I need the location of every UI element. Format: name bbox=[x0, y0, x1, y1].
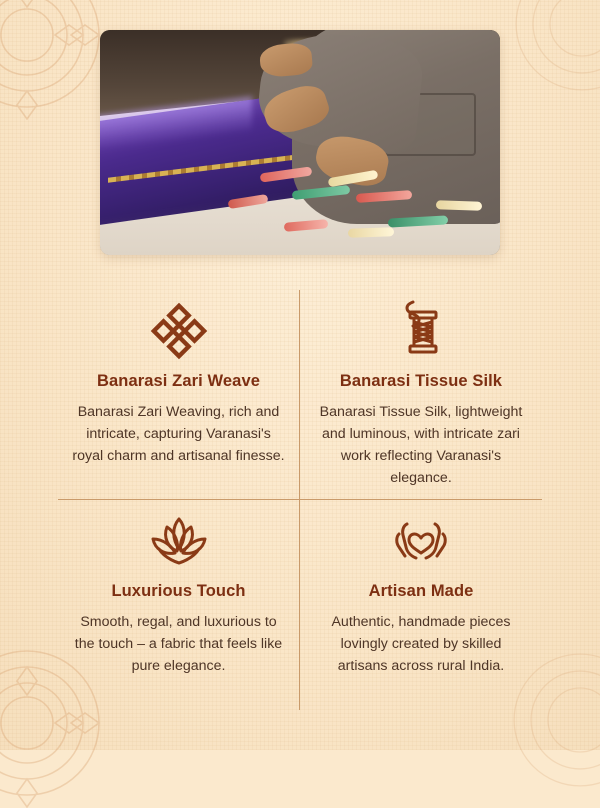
zari-weave-knot-icon bbox=[148, 296, 210, 366]
feature-card-tissue-silk bbox=[300, 290, 542, 500]
feature-card-artisan-made bbox=[300, 500, 542, 710]
hero-image-content bbox=[100, 30, 500, 255]
hands-heart-icon bbox=[389, 506, 453, 576]
feature-title: Banarasi Tissue Silk bbox=[339, 372, 503, 390]
photo-thread-bobbin bbox=[436, 200, 482, 211]
feature-title: Banarasi Zari Weave bbox=[96, 372, 261, 390]
hero-image bbox=[100, 30, 500, 255]
feature-description: Banarasi Tissue Silk, lightweight and luminous, with intricate zari work reflecting Varanasi's elegance. bbox=[319, 404, 523, 486]
feature-description: Authentic, handmade pieces lovingly created by skilled artisans across rural India. bbox=[331, 614, 511, 674]
feature-card-luxurious-touch bbox=[58, 500, 300, 710]
mandala-ornament bbox=[502, 0, 600, 104]
feature-description: Smooth, regal, and luxurious to the touch – a fabric that feels like pure elegance. bbox=[74, 614, 283, 674]
feature-card-zari-weave bbox=[58, 290, 300, 500]
thread-spool-icon bbox=[393, 296, 449, 366]
lotus-icon bbox=[147, 506, 211, 576]
feature-description: Banarasi Zari Weaving, rich and intricate, capturing Varanasi's royal charm and artisanal finesse. bbox=[72, 404, 285, 464]
feature-title: Artisan Made bbox=[368, 582, 474, 600]
photo-thread-bobbin bbox=[348, 227, 394, 238]
feature-title: Luxurious Touch bbox=[111, 582, 246, 600]
mandala-ornament bbox=[0, 0, 112, 120]
features-grid bbox=[58, 290, 542, 710]
